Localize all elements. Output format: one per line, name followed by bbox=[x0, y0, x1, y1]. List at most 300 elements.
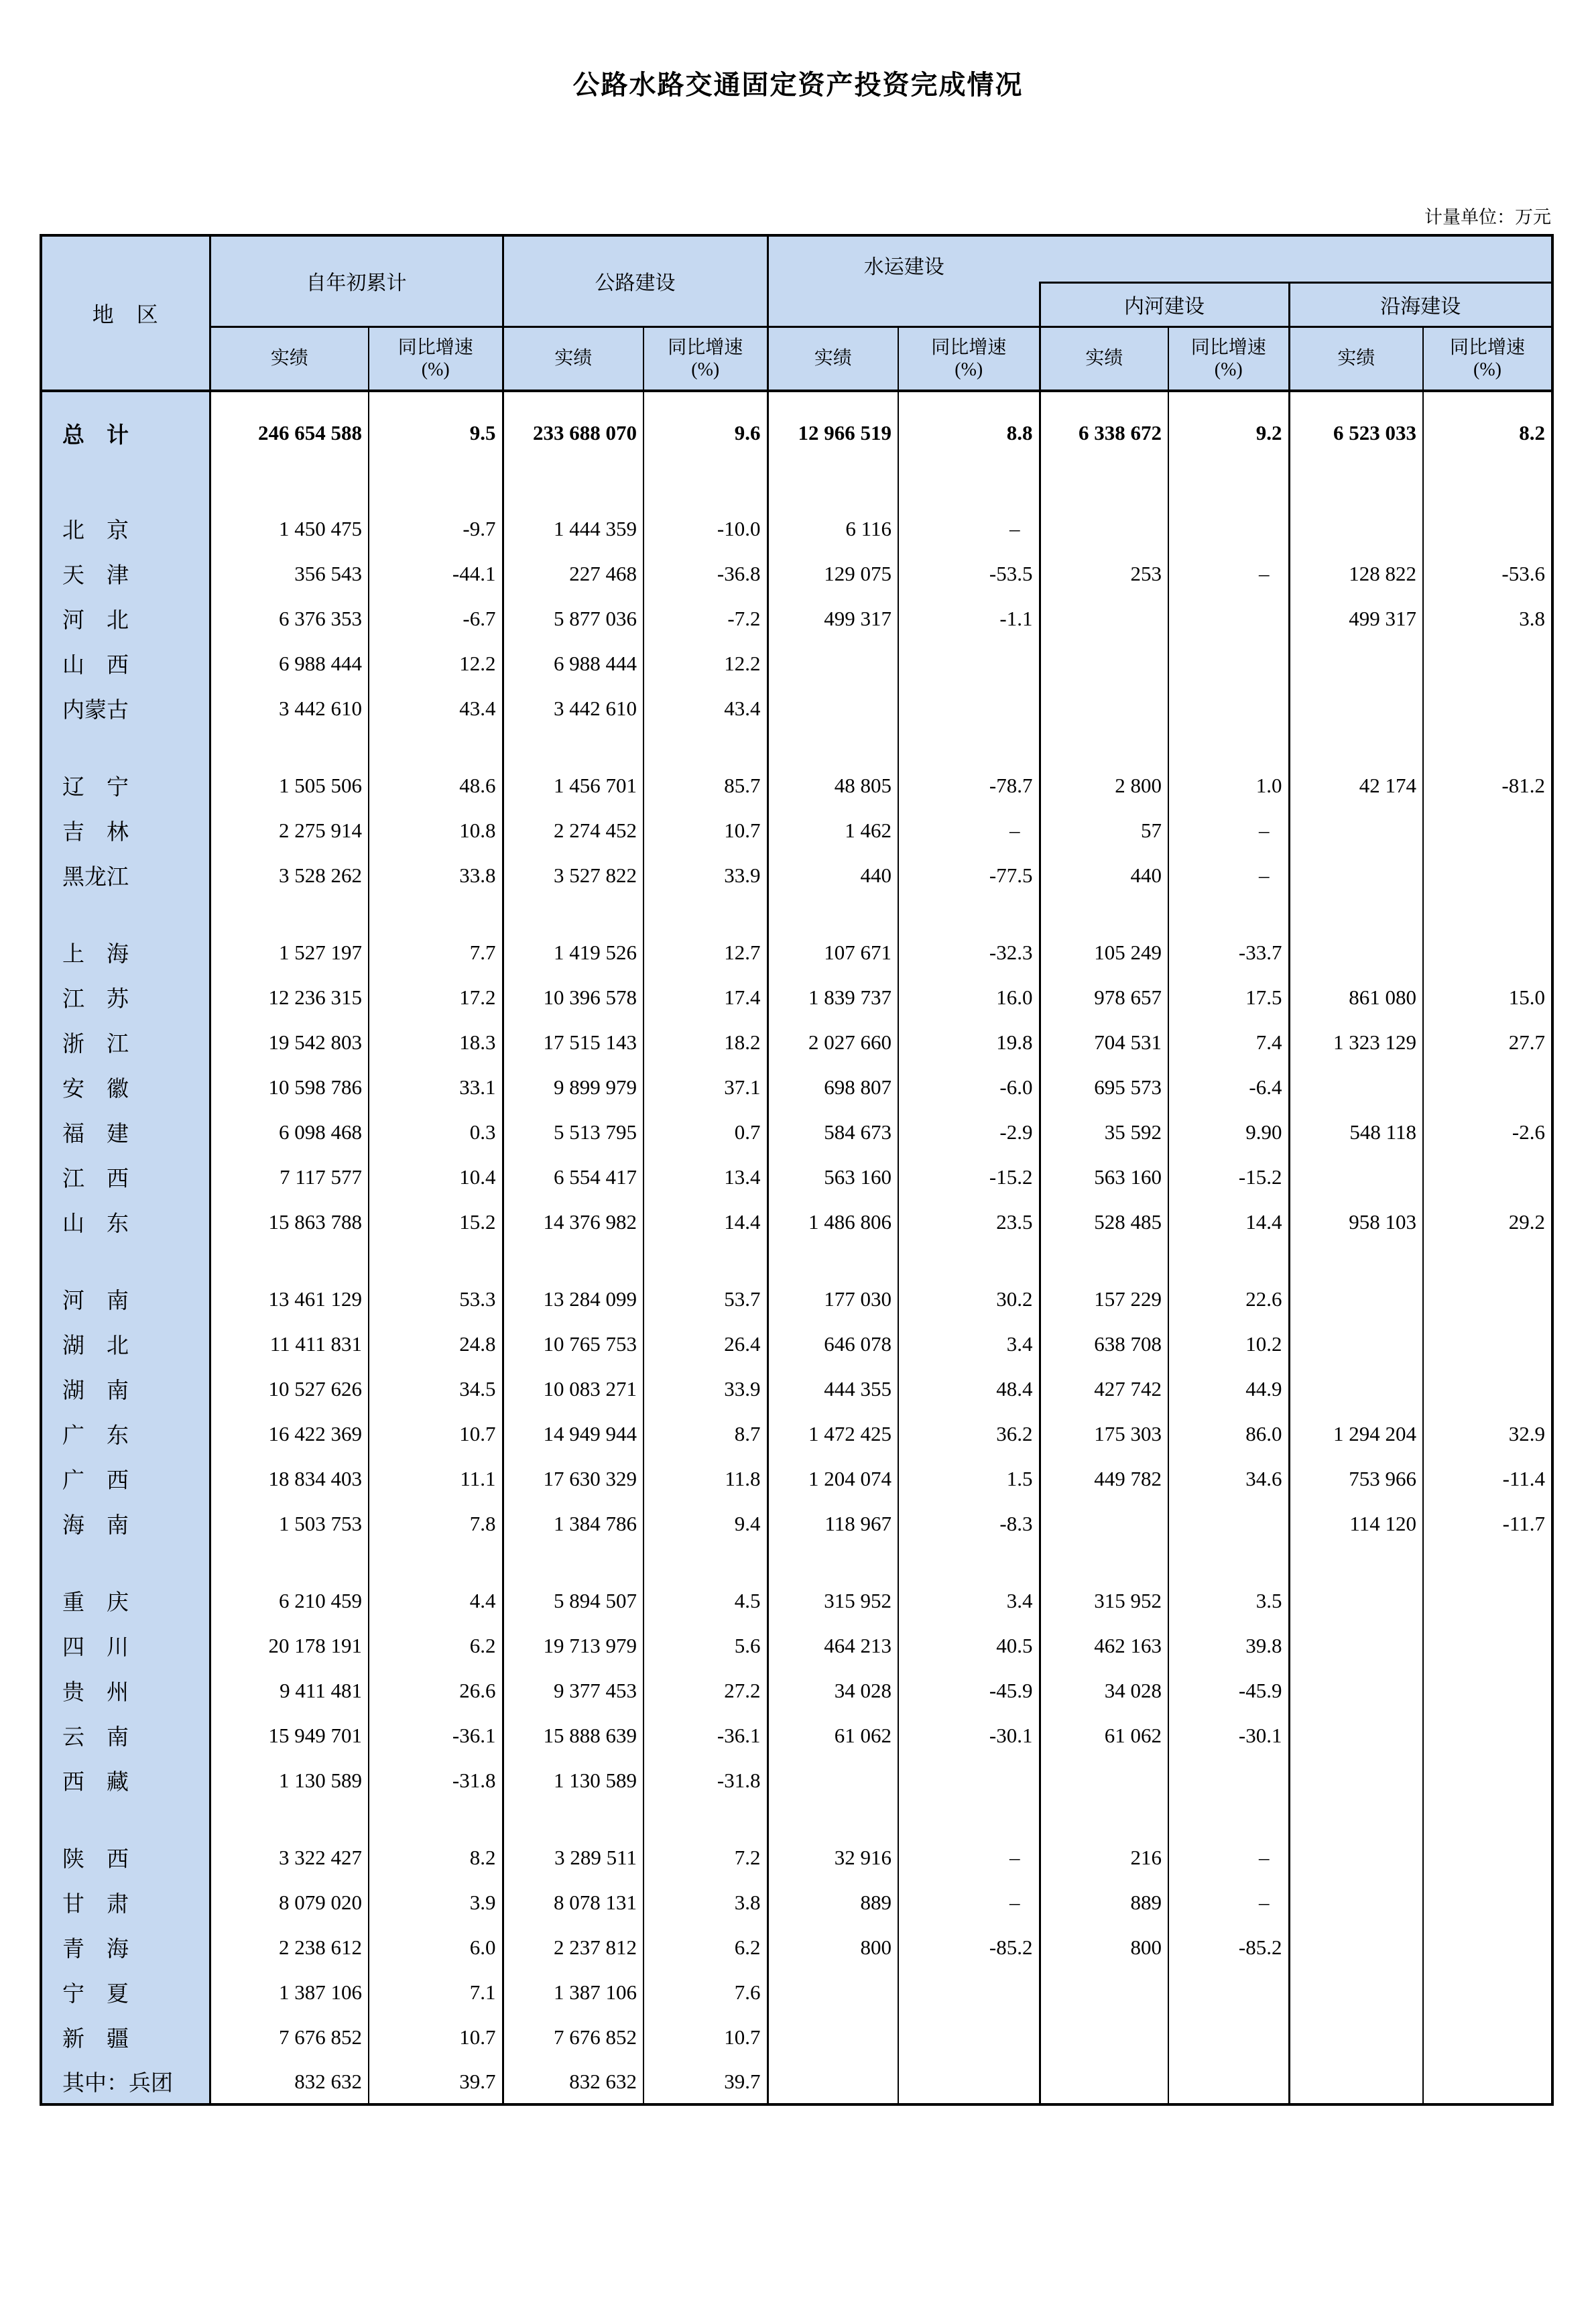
region-cell: 陕 西 bbox=[41, 1835, 210, 1880]
value-cell bbox=[898, 1803, 1040, 1835]
value-cell: 10.7 bbox=[369, 1411, 503, 1456]
value-cell: 356 543 bbox=[210, 551, 369, 596]
value-cell bbox=[768, 1803, 898, 1835]
value-cell: 8.2 bbox=[1519, 421, 1545, 444]
value-cell: 6.2 bbox=[369, 1623, 503, 1668]
value-cell: -8.3 bbox=[898, 1501, 1040, 1546]
region-cell: 河 南 bbox=[41, 1276, 210, 1321]
value-cell: 3.8 bbox=[643, 1880, 768, 1925]
value-cell: 33.8 bbox=[369, 853, 503, 898]
table-row bbox=[41, 1199, 1552, 1244]
region-cell: 吉 林 bbox=[41, 808, 210, 853]
value-cell: 7.1 bbox=[369, 1970, 503, 2015]
value-cell bbox=[1423, 1713, 1552, 1758]
value-cell: 26.4 bbox=[643, 1321, 768, 1366]
spacer-row bbox=[41, 898, 1552, 930]
value-cell bbox=[643, 898, 768, 930]
value-cell: 129 075 bbox=[768, 551, 898, 596]
value-cell bbox=[503, 474, 643, 506]
value-cell: 2 274 452 bbox=[503, 808, 643, 853]
value-cell bbox=[1168, 506, 1289, 551]
value-cell: 19 713 979 bbox=[503, 1623, 643, 1668]
value-cell: 34 028 bbox=[1040, 1668, 1168, 1713]
value-cell: 695 573 bbox=[1040, 1065, 1168, 1110]
value-cell: 584 673 bbox=[768, 1110, 898, 1154]
region-cell: 贵 州 bbox=[41, 1668, 210, 1713]
value-cell: 315 952 bbox=[768, 1578, 898, 1623]
value-cell: 646 078 bbox=[768, 1321, 898, 1366]
value-cell: – bbox=[898, 506, 1040, 551]
col-header-inland-river: 内河建设 bbox=[1040, 282, 1289, 326]
value-cell: 107 671 bbox=[768, 930, 898, 975]
value-cell: 5 877 036 bbox=[503, 596, 643, 641]
value-cell: 16 422 369 bbox=[210, 1411, 369, 1456]
value-cell: 6 098 468 bbox=[210, 1110, 369, 1154]
value-cell: 10 083 271 bbox=[503, 1366, 643, 1411]
value-cell: 246 654 588 bbox=[210, 391, 369, 474]
value-cell bbox=[1289, 474, 1423, 506]
value-cell: 227 468 bbox=[503, 551, 643, 596]
value-cell bbox=[1423, 2060, 1552, 2104]
value-cell bbox=[1423, 1925, 1552, 1970]
value-cell: 177 030 bbox=[768, 1276, 898, 1321]
value-cell: 1 486 806 bbox=[768, 1199, 898, 1244]
value-cell bbox=[768, 2015, 898, 2060]
header-blank-cell bbox=[768, 282, 1040, 326]
unit-note: 计量单位：万元 bbox=[1424, 207, 1551, 227]
value-cell: 1 462 bbox=[768, 808, 898, 853]
value-cell bbox=[1289, 1546, 1423, 1578]
value-cell: 19.8 bbox=[898, 1020, 1040, 1065]
investment-table bbox=[40, 234, 1554, 2106]
value-cell bbox=[768, 1244, 898, 1276]
value-cell: -15.2 bbox=[898, 1154, 1040, 1199]
value-cell: 978 657 bbox=[1040, 975, 1168, 1020]
table-row bbox=[41, 930, 1552, 975]
value-cell: 11.1 bbox=[369, 1456, 503, 1501]
value-cell: 37.1 bbox=[643, 1065, 768, 1110]
value-cell bbox=[1168, 1501, 1289, 1546]
value-cell bbox=[210, 1803, 369, 1835]
value-cell bbox=[1423, 1623, 1552, 1668]
value-cell: 638 708 bbox=[1040, 1321, 1168, 1366]
value-cell bbox=[898, 641, 1040, 686]
value-cell: -6.4 bbox=[1168, 1065, 1289, 1110]
col-subheader-actual: 实绩 bbox=[1040, 326, 1168, 391]
value-cell: -85.2 bbox=[1168, 1925, 1289, 1970]
value-cell bbox=[643, 1244, 768, 1276]
header-row-3 bbox=[41, 326, 1552, 391]
value-cell: -6.0 bbox=[898, 1065, 1040, 1110]
value-cell: 11.8 bbox=[643, 1456, 768, 1501]
region-cell: 青 海 bbox=[41, 1925, 210, 1970]
value-cell: 10.4 bbox=[369, 1154, 503, 1199]
value-cell bbox=[210, 898, 369, 930]
value-cell: 17.5 bbox=[1168, 975, 1289, 1020]
region-cell: 北 京 bbox=[41, 506, 210, 551]
value-cell: 7.4 bbox=[1168, 1020, 1289, 1065]
value-cell bbox=[1289, 1880, 1423, 1925]
table-row bbox=[41, 1154, 1552, 1199]
value-cell: 4.5 bbox=[643, 1578, 768, 1623]
value-cell: 13 461 129 bbox=[210, 1276, 369, 1321]
col-header-cumulative: 自年初累计 bbox=[210, 235, 503, 326]
table-row bbox=[41, 1501, 1552, 1546]
value-cell: 1 130 589 bbox=[210, 1758, 369, 1803]
value-cell bbox=[1423, 1668, 1552, 1713]
value-cell: 18 834 403 bbox=[210, 1456, 369, 1501]
value-cell bbox=[1423, 641, 1552, 686]
value-cell bbox=[1423, 474, 1552, 506]
value-cell: 32.9 bbox=[1508, 1421, 1545, 1445]
value-cell: 17 515 143 bbox=[503, 1020, 643, 1065]
col-header-waterway: 水运建设 bbox=[768, 235, 1040, 282]
value-cell: 10.2 bbox=[1168, 1321, 1289, 1366]
region-cell bbox=[41, 898, 210, 930]
table-row bbox=[41, 1276, 1552, 1321]
value-cell bbox=[503, 1244, 643, 1276]
region-cell: 宁 夏 bbox=[41, 1970, 210, 2015]
table-row bbox=[41, 1835, 1552, 1880]
value-cell: 9.6 bbox=[643, 391, 768, 474]
value-cell: 2 238 612 bbox=[210, 1925, 369, 1970]
value-cell: 6 338 672 bbox=[1040, 391, 1168, 474]
value-cell bbox=[1423, 1065, 1552, 1110]
value-cell: 832 632 bbox=[210, 2060, 369, 2104]
value-cell: 253 bbox=[1040, 551, 1168, 596]
value-cell: 9.2 bbox=[1168, 391, 1289, 474]
value-cell bbox=[1423, 1276, 1552, 1321]
value-cell: 24.8 bbox=[369, 1321, 503, 1366]
value-cell: 1 204 074 bbox=[768, 1456, 898, 1501]
value-cell: 9.4 bbox=[643, 1501, 768, 1546]
col-header-region: 地 区 bbox=[41, 235, 210, 391]
value-cell: -30.1 bbox=[1168, 1713, 1289, 1758]
value-cell: -15.2 bbox=[1168, 1154, 1289, 1199]
value-cell bbox=[1040, 506, 1168, 551]
value-cell bbox=[768, 474, 898, 506]
value-cell: -78.7 bbox=[898, 763, 1040, 808]
value-cell: -11.7 bbox=[1502, 1511, 1545, 1535]
value-cell: 5 513 795 bbox=[503, 1110, 643, 1154]
value-cell: 44.9 bbox=[1168, 1366, 1289, 1411]
value-cell: 36.2 bbox=[898, 1411, 1040, 1456]
spacer-row bbox=[41, 1244, 1552, 1276]
value-cell bbox=[898, 474, 1040, 506]
value-cell bbox=[768, 1546, 898, 1578]
value-cell: 2 275 914 bbox=[210, 808, 369, 853]
region-cell: 江 西 bbox=[41, 1154, 210, 1199]
value-cell: – bbox=[1168, 551, 1289, 596]
value-cell: 10.7 bbox=[369, 2015, 503, 2060]
value-cell bbox=[1423, 808, 1552, 853]
value-cell: 10.7 bbox=[643, 2015, 768, 2060]
col-subheader-actual: 实绩 bbox=[210, 326, 369, 391]
col-subheader-yoy: 同比增速 (%) bbox=[1423, 326, 1552, 391]
value-cell: 464 213 bbox=[768, 1623, 898, 1668]
value-cell: 15 888 639 bbox=[503, 1713, 643, 1758]
value-cell: – bbox=[1168, 1835, 1289, 1880]
value-cell bbox=[1289, 930, 1423, 975]
table-row bbox=[41, 641, 1552, 686]
value-cell: 7.8 bbox=[369, 1501, 503, 1546]
value-cell bbox=[1168, 1803, 1289, 1835]
value-cell: 3.4 bbox=[898, 1321, 1040, 1366]
col-subheader-actual: 实绩 bbox=[1289, 326, 1423, 391]
value-cell: -44.1 bbox=[369, 551, 503, 596]
value-cell: 9.90 bbox=[1168, 1110, 1289, 1154]
value-cell bbox=[1168, 686, 1289, 731]
value-cell: 6 988 444 bbox=[210, 641, 369, 686]
value-cell: 10 527 626 bbox=[210, 1366, 369, 1411]
value-cell: 6 116 bbox=[768, 506, 898, 551]
value-cell: – bbox=[898, 1835, 1040, 1880]
value-cell bbox=[1289, 1835, 1423, 1880]
value-cell: 0.7 bbox=[643, 1110, 768, 1154]
header-blank-cell bbox=[1040, 235, 1552, 282]
value-cell bbox=[1423, 1758, 1552, 1803]
value-cell: 8.7 bbox=[643, 1411, 768, 1456]
value-cell: -36.1 bbox=[643, 1713, 768, 1758]
value-cell: -10.0 bbox=[643, 506, 768, 551]
value-cell: 40.5 bbox=[898, 1623, 1040, 1668]
value-cell: 563 160 bbox=[1040, 1154, 1168, 1199]
value-cell: 3.9 bbox=[369, 1880, 503, 1925]
value-cell: 86.0 bbox=[1168, 1411, 1289, 1456]
region-cell: 山 东 bbox=[41, 1199, 210, 1244]
value-cell bbox=[1423, 898, 1552, 930]
value-cell bbox=[768, 1758, 898, 1803]
value-cell bbox=[1168, 2060, 1289, 2104]
value-cell bbox=[1289, 898, 1423, 930]
table-row bbox=[41, 1020, 1552, 1065]
value-cell: 61 062 bbox=[1040, 1713, 1168, 1758]
value-cell bbox=[1423, 1366, 1552, 1411]
value-cell bbox=[643, 1546, 768, 1578]
value-cell bbox=[1168, 1970, 1289, 2015]
value-cell: -9.7 bbox=[369, 506, 503, 551]
table-row bbox=[41, 853, 1552, 898]
value-cell: 9 899 979 bbox=[503, 1065, 643, 1110]
region-cell: 浙 江 bbox=[41, 1020, 210, 1065]
value-cell: – bbox=[1168, 808, 1289, 853]
value-cell bbox=[369, 898, 503, 930]
value-cell: 7 676 852 bbox=[503, 2015, 643, 2060]
value-cell: 427 742 bbox=[1040, 1366, 1168, 1411]
table-row bbox=[41, 1456, 1552, 1501]
col-header-highway: 公路建设 bbox=[503, 235, 768, 326]
table-row bbox=[41, 1065, 1552, 1110]
value-cell: -33.7 bbox=[1168, 930, 1289, 975]
value-cell bbox=[1289, 1321, 1423, 1366]
table-row bbox=[41, 1623, 1552, 1668]
value-cell: 1 472 425 bbox=[768, 1411, 898, 1456]
value-cell bbox=[1289, 1623, 1423, 1668]
table-row bbox=[41, 686, 1552, 731]
value-cell: 53.7 bbox=[643, 1276, 768, 1321]
value-cell: 48.4 bbox=[898, 1366, 1040, 1411]
value-cell: -6.7 bbox=[369, 596, 503, 641]
table-row bbox=[41, 1321, 1552, 1366]
value-cell bbox=[1423, 1321, 1552, 1366]
value-cell: 14 949 944 bbox=[503, 1411, 643, 1456]
value-cell bbox=[1168, 1758, 1289, 1803]
value-cell: 889 bbox=[1040, 1880, 1168, 1925]
value-cell bbox=[1040, 596, 1168, 641]
value-cell: 1 130 589 bbox=[503, 1758, 643, 1803]
value-cell bbox=[898, 1758, 1040, 1803]
value-cell: 832 632 bbox=[503, 2060, 643, 2104]
value-cell: 3.4 bbox=[898, 1578, 1040, 1623]
value-cell: 29.2 bbox=[1508, 1209, 1545, 1234]
value-cell: 6 523 033 bbox=[1289, 391, 1423, 474]
value-cell bbox=[898, 731, 1040, 763]
value-cell bbox=[768, 686, 898, 731]
value-cell bbox=[1040, 2015, 1168, 2060]
value-cell bbox=[1040, 1970, 1168, 2015]
value-cell bbox=[1423, 506, 1552, 551]
value-cell bbox=[210, 1546, 369, 1578]
table-row bbox=[41, 2015, 1552, 2060]
value-cell bbox=[1423, 1970, 1552, 2015]
value-cell bbox=[768, 2060, 898, 2104]
value-cell: 39.7 bbox=[369, 2060, 503, 2104]
col-subheader-yoy: 同比增速 (%) bbox=[369, 326, 503, 391]
table-row bbox=[41, 2060, 1552, 2104]
value-cell: 698 807 bbox=[768, 1065, 898, 1110]
value-cell bbox=[768, 898, 898, 930]
value-cell: -32.3 bbox=[898, 930, 1040, 975]
value-cell bbox=[369, 1244, 503, 1276]
value-cell: 17 630 329 bbox=[503, 1456, 643, 1501]
value-cell: 1 387 106 bbox=[503, 1970, 643, 2015]
value-cell bbox=[1040, 1758, 1168, 1803]
value-cell: 889 bbox=[768, 1880, 898, 1925]
region-cell: 西 藏 bbox=[41, 1758, 210, 1803]
value-cell bbox=[1168, 1244, 1289, 1276]
value-cell: 14 376 982 bbox=[503, 1199, 643, 1244]
value-cell: -36.1 bbox=[369, 1713, 503, 1758]
region-cell bbox=[41, 1803, 210, 1835]
value-cell bbox=[1168, 641, 1289, 686]
value-cell bbox=[1289, 1758, 1423, 1803]
value-cell: 5.6 bbox=[643, 1623, 768, 1668]
value-cell bbox=[1040, 686, 1168, 731]
value-cell: -53.5 bbox=[898, 551, 1040, 596]
value-cell: 157 229 bbox=[1040, 1276, 1168, 1321]
value-cell: 1 294 204 bbox=[1289, 1411, 1423, 1456]
value-cell bbox=[898, 1546, 1040, 1578]
value-cell bbox=[1423, 1578, 1552, 1623]
region-cell: 甘 肃 bbox=[41, 1880, 210, 1925]
value-cell bbox=[1168, 1546, 1289, 1578]
value-cell: – bbox=[1168, 1880, 1289, 1925]
value-cell: 1.5 bbox=[898, 1456, 1040, 1501]
value-cell: 26.6 bbox=[369, 1668, 503, 1713]
value-cell: 1 456 701 bbox=[503, 763, 643, 808]
value-cell bbox=[643, 474, 768, 506]
table-row bbox=[41, 808, 1552, 853]
region-cell: 广 西 bbox=[41, 1456, 210, 1501]
value-cell bbox=[1168, 474, 1289, 506]
table-row bbox=[41, 1411, 1552, 1456]
value-cell: 57 bbox=[1040, 808, 1168, 853]
value-cell: 9.5 bbox=[369, 391, 503, 474]
value-cell bbox=[369, 474, 503, 506]
value-cell bbox=[898, 1244, 1040, 1276]
col-header-coastal: 沿海建设 bbox=[1289, 282, 1552, 326]
region-cell bbox=[41, 474, 210, 506]
col-subheader-actual: 实绩 bbox=[503, 326, 643, 391]
value-cell: 800 bbox=[1040, 1925, 1168, 1970]
region-cell: 江 苏 bbox=[41, 975, 210, 1020]
spacer-row bbox=[41, 1546, 1552, 1578]
value-cell bbox=[1423, 1154, 1552, 1199]
value-cell bbox=[1289, 641, 1423, 686]
value-cell: 19 542 803 bbox=[210, 1020, 369, 1065]
value-cell: 3 442 610 bbox=[503, 686, 643, 731]
table-row bbox=[41, 1110, 1552, 1154]
region-cell: 福 建 bbox=[41, 1110, 210, 1154]
value-cell: 1 384 786 bbox=[503, 1501, 643, 1546]
region-cell: 天 津 bbox=[41, 551, 210, 596]
value-cell bbox=[768, 1970, 898, 2015]
table-row bbox=[41, 1668, 1552, 1713]
value-cell: 6.2 bbox=[643, 1925, 768, 1970]
value-cell: 27.7 bbox=[1508, 1030, 1545, 1054]
value-cell: 39.7 bbox=[643, 2060, 768, 2104]
table-row bbox=[41, 1925, 1552, 1970]
value-cell: 33.9 bbox=[643, 1366, 768, 1411]
value-cell: 233 688 070 bbox=[503, 391, 643, 474]
value-cell: 43.4 bbox=[369, 686, 503, 731]
value-cell bbox=[898, 2060, 1040, 2104]
region-cell: 内蒙古 bbox=[41, 686, 210, 731]
value-cell bbox=[1289, 506, 1423, 551]
value-cell bbox=[1289, 1713, 1423, 1758]
value-cell: 18.2 bbox=[643, 1020, 768, 1065]
value-cell: -31.8 bbox=[643, 1758, 768, 1803]
value-cell bbox=[1423, 1244, 1552, 1276]
region-cell: 黑龙江 bbox=[41, 853, 210, 898]
table-row bbox=[41, 763, 1552, 808]
value-cell: -30.1 bbox=[898, 1713, 1040, 1758]
region-cell: 安 徽 bbox=[41, 1065, 210, 1110]
value-cell: 6 988 444 bbox=[503, 641, 643, 686]
value-cell: 10 765 753 bbox=[503, 1321, 643, 1366]
value-cell: 20 178 191 bbox=[210, 1623, 369, 1668]
table-row bbox=[41, 1758, 1552, 1803]
value-cell bbox=[1040, 731, 1168, 763]
value-cell bbox=[503, 731, 643, 763]
value-cell: 18.3 bbox=[369, 1020, 503, 1065]
value-cell bbox=[369, 731, 503, 763]
region-cell: 广 东 bbox=[41, 1411, 210, 1456]
value-cell bbox=[1168, 898, 1289, 930]
region-cell: 河 北 bbox=[41, 596, 210, 641]
value-cell: -2.6 bbox=[1512, 1120, 1545, 1144]
value-cell: 315 952 bbox=[1040, 1578, 1168, 1623]
value-cell bbox=[1289, 1065, 1423, 1110]
value-cell bbox=[210, 1244, 369, 1276]
value-cell: 3 289 511 bbox=[503, 1835, 643, 1880]
value-cell: 42 174 bbox=[1289, 763, 1423, 808]
region-cell bbox=[41, 1244, 210, 1276]
value-cell: 23.5 bbox=[898, 1199, 1040, 1244]
value-cell: 958 103 bbox=[1289, 1199, 1423, 1244]
value-cell: 1 839 737 bbox=[768, 975, 898, 1020]
value-cell: 8 079 020 bbox=[210, 1880, 369, 1925]
